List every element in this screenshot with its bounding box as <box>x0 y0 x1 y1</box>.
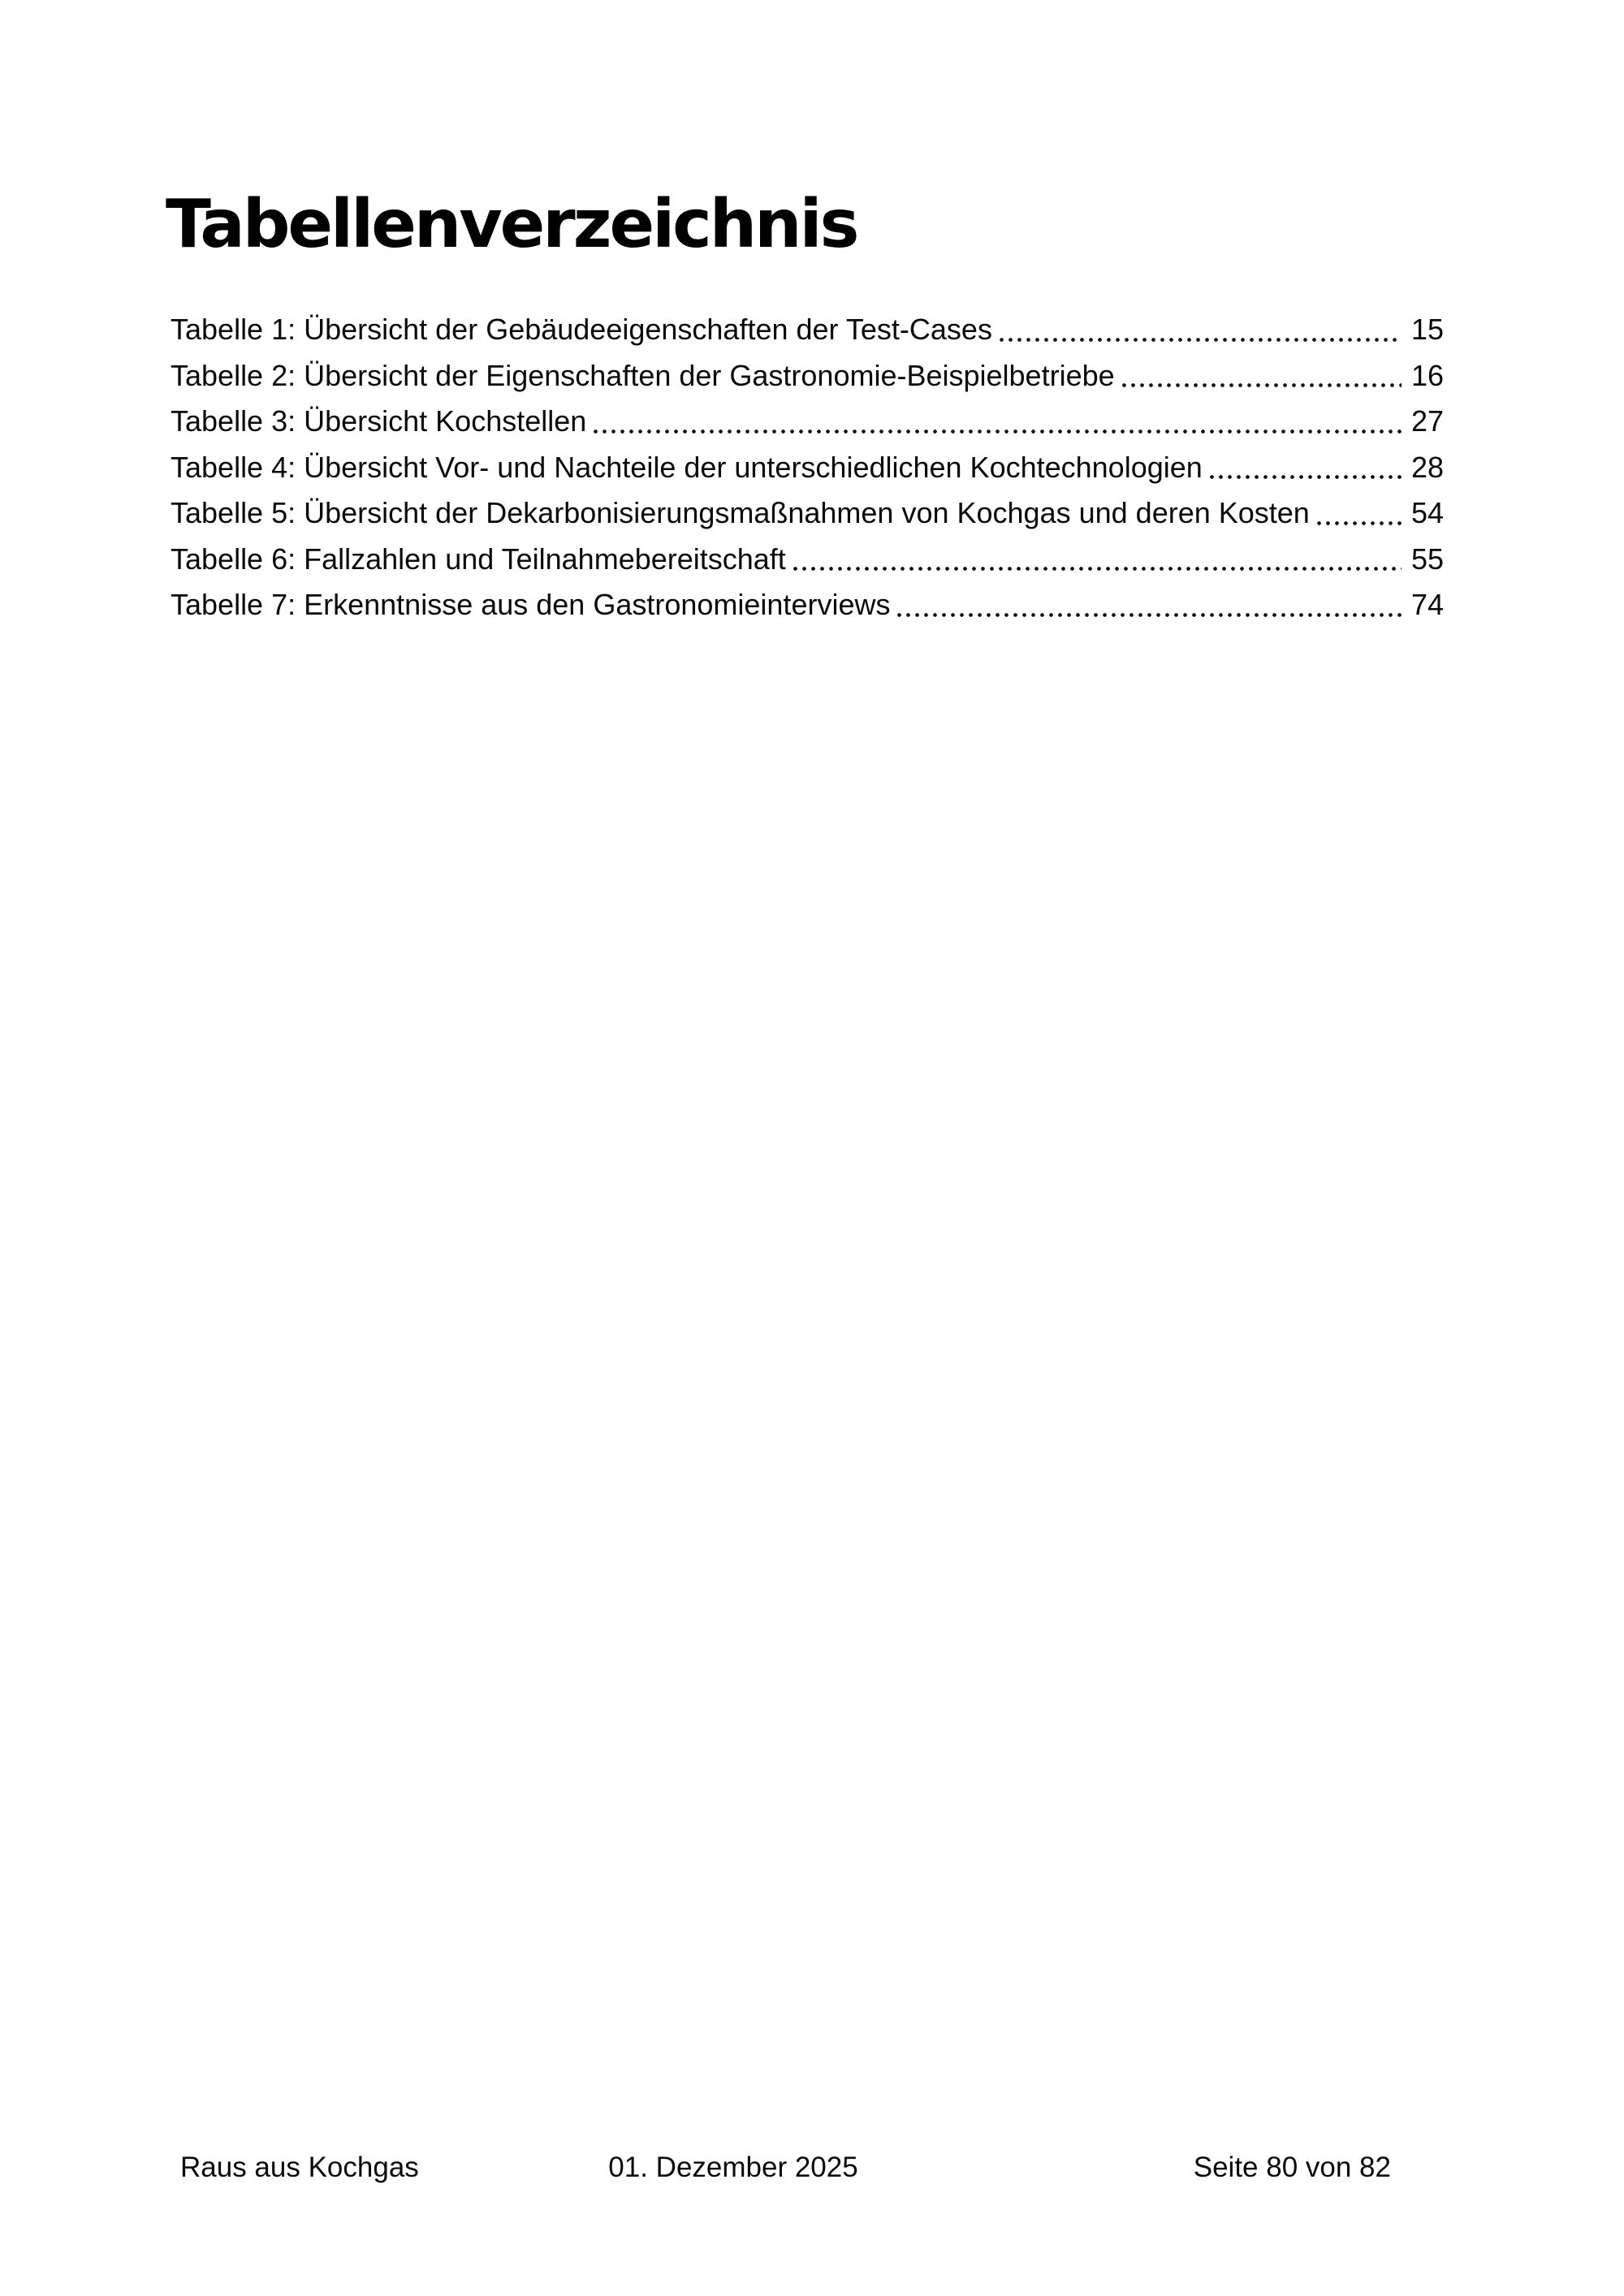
dot-leader <box>897 613 1401 617</box>
toc-entry-label: Tabelle 7: Erkenntnisse aus den Gastronomieinterviews <box>171 588 891 621</box>
page-footer <box>0 2150 1624 2186</box>
toc-entry-label: Tabelle 6: Fallzahlen und Teilnahmebereitschaft <box>171 542 786 576</box>
page-title: Tabellenverzeichnis <box>166 186 857 263</box>
toc-entry[interactable] <box>171 353 1444 399</box>
toc-entry-page-number: 54 <box>1410 496 1444 529</box>
toc-entry-page-number: 15 <box>1410 313 1444 346</box>
toc-entry-page-number: 74 <box>1410 588 1444 621</box>
toc-entry-page-number: 16 <box>1410 358 1444 392</box>
dot-leader <box>793 567 1402 571</box>
dot-leader <box>594 429 1402 434</box>
toc-entry-page-number: 28 <box>1410 450 1444 484</box>
toc-entry[interactable] <box>171 399 1444 445</box>
footer-page-number: Seite 80 von 82 <box>1193 2151 1391 2183</box>
toc-entry[interactable] <box>171 445 1444 491</box>
toc-entry[interactable] <box>171 537 1444 583</box>
toc-entry-label: Tabelle 2: Übersicht der Eigenschaften der Gastronomie-Beispielbetriebe <box>171 358 1115 392</box>
toc-entry[interactable] <box>171 490 1444 537</box>
footer-document-title: Raus aus Kochgas <box>180 2151 419 2183</box>
toc-entry[interactable] <box>171 582 1444 628</box>
toc-entry-label: Tabelle 3: Übersicht Kochstellen <box>171 404 587 438</box>
table-of-contents <box>171 307 1444 628</box>
dot-leader <box>1122 383 1402 387</box>
toc-entry[interactable] <box>171 307 1444 353</box>
dot-leader <box>1317 521 1402 525</box>
dot-leader <box>1210 475 1402 479</box>
toc-entry-label: Tabelle 4: Übersicht Vor- und Nachteile der unterschiedlichen Kochtechnologien <box>171 450 1203 484</box>
toc-entry-page-number: 55 <box>1410 542 1444 576</box>
footer-date: 01. Dezember 2025 <box>608 2151 858 2183</box>
dot-leader <box>1000 338 1402 342</box>
toc-entry-label: Tabelle 1: Übersicht der Gebäudeeigenschaften der Test-Cases <box>171 313 992 346</box>
toc-entry-label: Tabelle 5: Übersicht der Dekarbonisierungsmaßnahmen von Kochgas und deren Kosten <box>171 496 1310 529</box>
toc-entry-page-number: 27 <box>1410 404 1444 438</box>
